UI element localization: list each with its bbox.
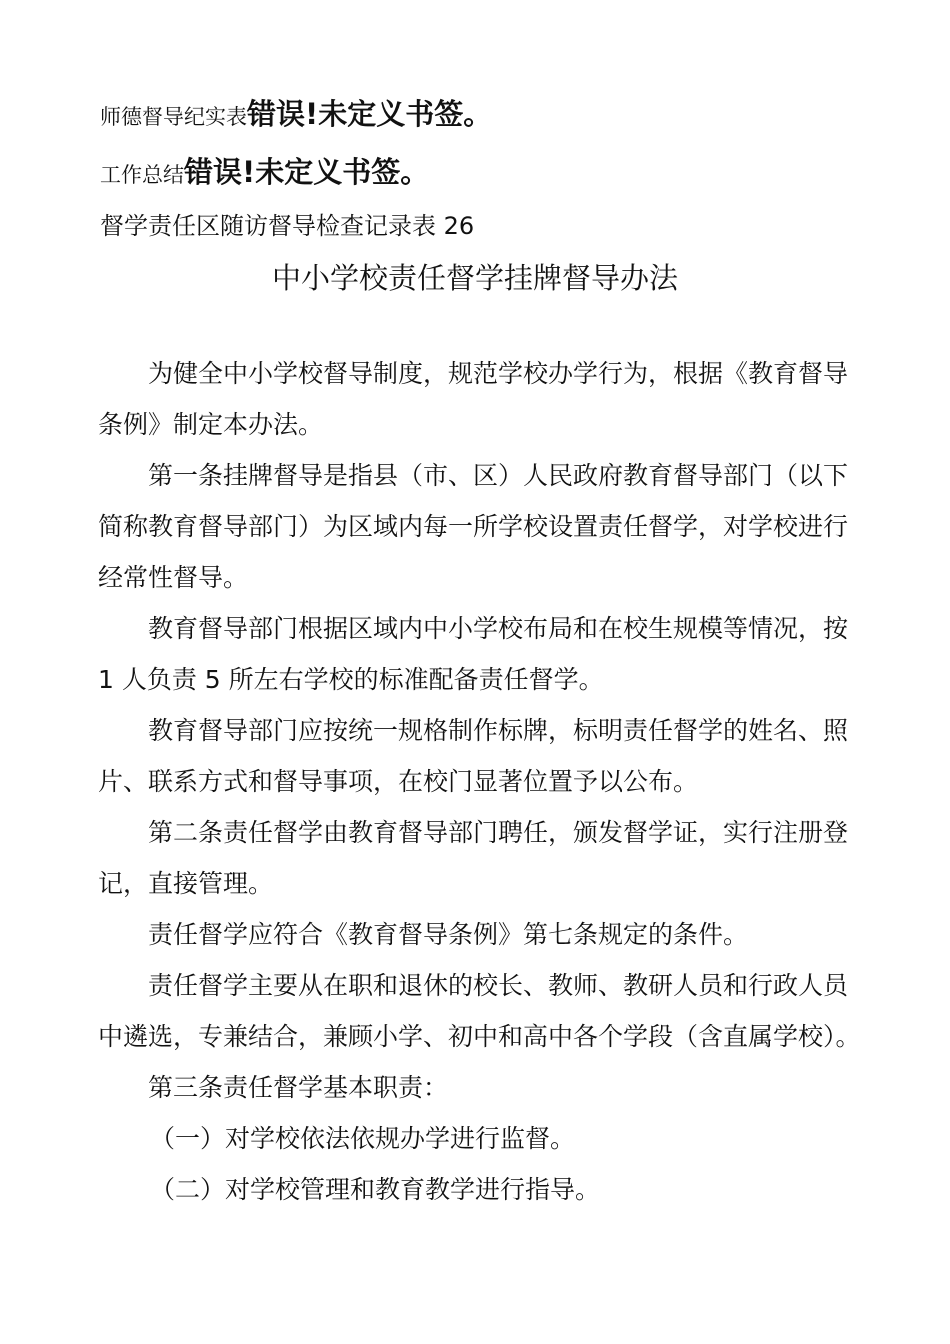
toc-entry-label: 师德督导纪实表 [100,105,247,129]
document-title: 中小学校责任督学挂牌督导办法 [271,261,678,295]
toc-entry-teacher-ethics[interactable] [100,92,492,133]
body-paragraph: 教育督导部门应按统一规格制作标牌，标明责任督学的姓名、照片、联系方式和督导事项，在校门显著位置予以公布。 [98,716,849,796]
body-paragraph: 责任督学应符合《教育督导条例》第七条规定的条件。 [148,920,749,949]
toc-entry-work-summary[interactable] [100,150,429,191]
body-paragraph: 责任督学主要从在职和退休的校长、教师、教研人员和行政人员中遴选，专兼结合，兼顾小学、初中和高中各个学段（含直属学校）。 [98,971,861,1051]
toc-bookmark-error: 错误!未定义书签。 [247,97,493,131]
body-paragraph: 第二条责任督学由教育督导部门聘任，颁发督学证，实行注册登记，直接管理。 [98,818,849,898]
body-paragraph: 第三条责任督学基本职责： [148,1073,449,1102]
toc-bookmark-error: 错误!未定义书签。 [184,155,430,189]
document-body [98,348,868,1215]
list-item: （一）对学校依法依规办学进行监督。 [150,1124,576,1153]
body-paragraph: 为健全中小学校督导制度，规范学校办学行为，根据《教育督导条例》制定本办法。 [98,359,849,439]
body-paragraph: 第一条挂牌督导是指县（市、区）人民政府教育督导部门（以下简称教育督导部门）为区域内每一所学校设置责任督学，对学校进行经常性督导。 [98,461,849,592]
toc-entry-label: 工作总结 [100,163,184,187]
body-paragraph: 教育督导部门根据区域内中小学校布局和在校生规模等情况，按 1 人负责 5 所左右学校的标准配备责任督学。 [98,614,849,694]
list-item: （二）对学校管理和教育教学进行指导。 [150,1175,601,1204]
toc-entry-inspection-record[interactable]: 督学责任区随访督导检查记录表 26 [100,212,475,240]
